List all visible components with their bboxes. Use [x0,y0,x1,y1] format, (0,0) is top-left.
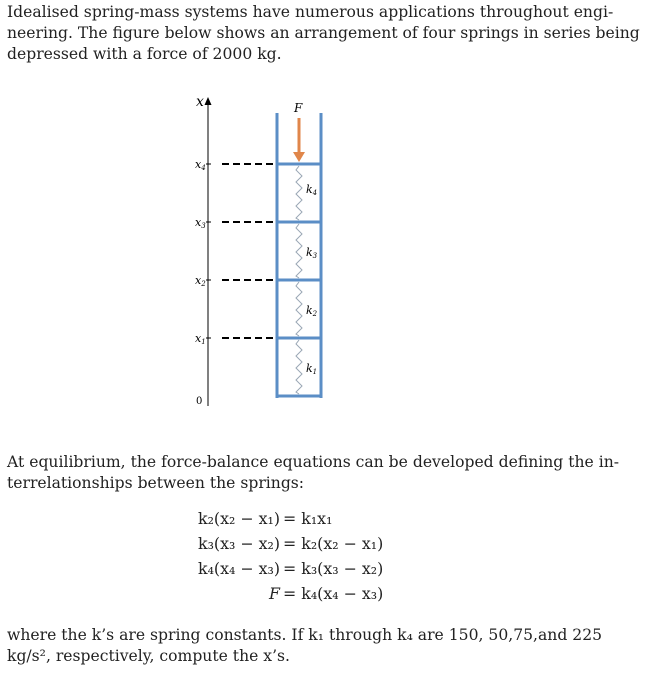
intro-paragraph [7,2,652,65]
spring-label-k1: k1 [306,362,318,376]
equilibrium-line-2: terrelationships between the springs: [7,474,305,492]
level-x3 [195,216,276,230]
level-x2 [195,274,276,288]
intro-line-3: depressed with a force of 2000 kg. [7,45,282,63]
level-x1-sub: 1 [201,338,206,346]
level-x2-name: x [195,274,202,287]
eq4-lhs: F [269,584,280,603]
equilibrium-line-1: At equilibrium, the force-balance equations can be developed defining the in- [7,453,620,471]
eq4-rhs: = k₄(x₄ − x₃) [283,584,384,603]
spring-k2 [296,282,302,336]
level-x2-sub: 2 [201,280,206,288]
eq3-lhs: k₄(x₄ − x₃) [198,559,280,578]
level-x1 [195,332,276,346]
spring-series-figure [0,80,659,410]
eq3-rhs: = k₃(x₃ − x₂) [283,559,384,578]
level-x3-name: x [195,216,202,229]
closing-line-2: kg/s², respectively, compute the x’s. [7,647,291,665]
x-axis-arrowhead [205,97,212,105]
zero-label: 0 [196,396,203,407]
spring-k4 [296,166,302,220]
spring-label-k3: k3 [306,246,318,260]
force-label: F [294,101,303,115]
svg-text:x2 [195,274,206,288]
spring-k1 [296,340,302,394]
level-x4-name: x [195,158,202,171]
svg-text:x4 [195,158,206,172]
level-x4 [195,158,276,172]
svg-text:x1 [195,332,206,346]
spring-label-k4: k4 [306,183,318,197]
level-x1-name: x [195,332,202,345]
spring-k3 [296,224,302,278]
level-x4-sub: 4 [201,164,206,172]
eq1-rhs: = k₁x₁ [283,509,333,528]
eq1-lhs: k₂(x₂ − x₁) [198,509,280,528]
intro-line-1: Idealised spring-mass systems have numerous applications throughout engi- [7,3,614,21]
intro-line-2: neering. The figure below shows an arrangement of four springs in series being [7,24,640,42]
spring-label-k2: k2 [306,304,318,318]
svg-text:x3 [195,216,206,230]
x-axis-label: x [196,94,204,110]
closing-line-1: where the k’s are spring constants. If k₁ through k₄ are 150, 50,75,and 225 [7,626,603,644]
eq2-lhs: k₃(x₃ − x₂) [198,534,280,553]
eq2-rhs: = k₂(x₂ − x₁) [283,534,384,553]
equilibrium-paragraph [7,452,652,494]
force-arrowhead [293,152,305,162]
closing-paragraph [7,625,652,667]
level-x3-sub: 3 [201,222,206,230]
